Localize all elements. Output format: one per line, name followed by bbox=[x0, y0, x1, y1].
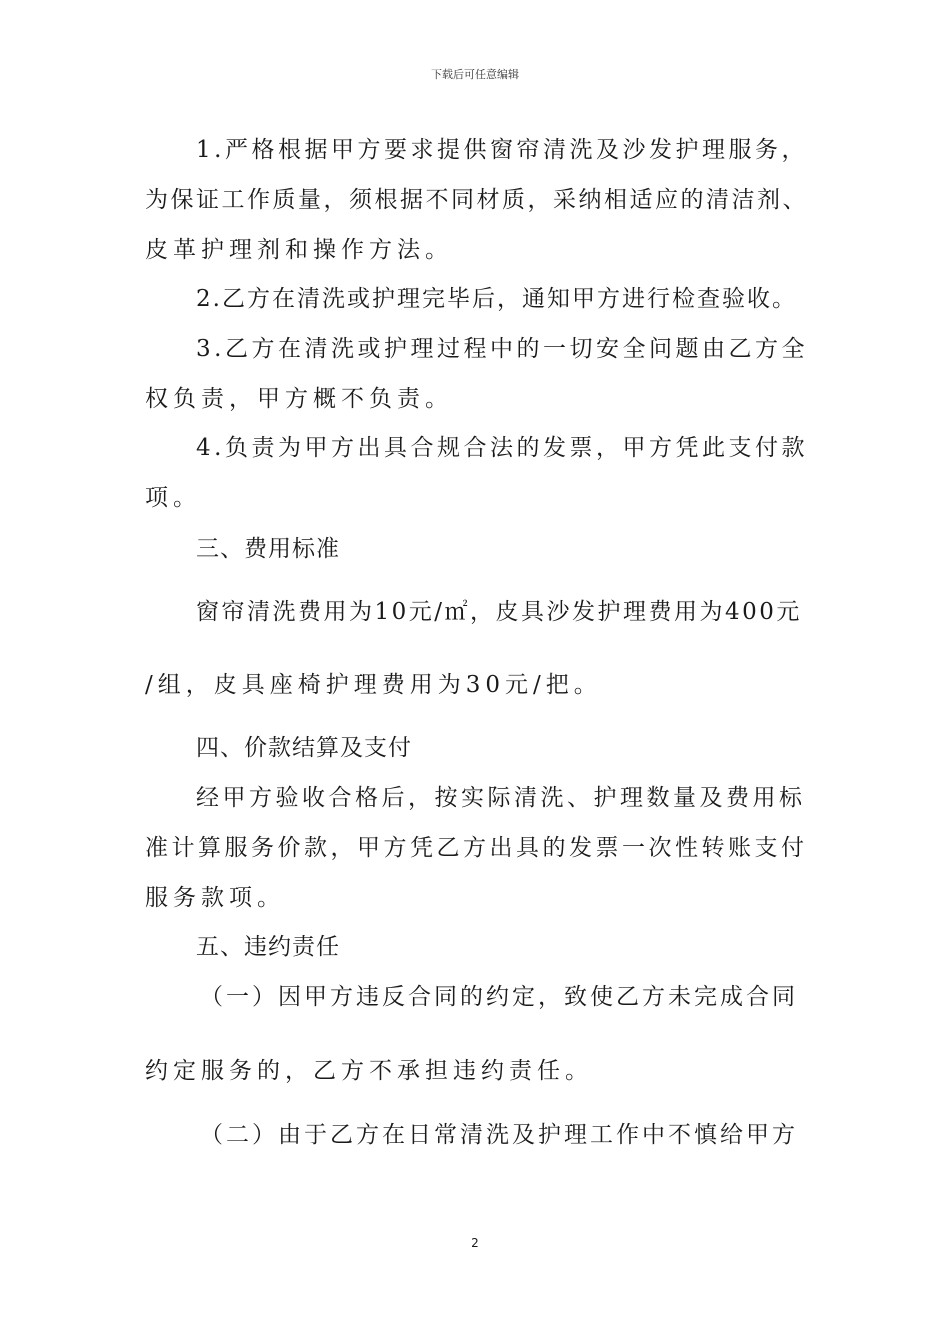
item4-line2: 项。 bbox=[145, 485, 201, 511]
item3-line1: 3.乙方在清洗或护理过程中的一切安全问题由乙方全 bbox=[196, 336, 808, 362]
section5-heading: 五、违约责任 bbox=[196, 934, 340, 960]
section4-line2: 准计算服务价款，甲方凭乙方出具的发票一次性转账支付 bbox=[145, 835, 808, 861]
section4-line3: 服务款项。 bbox=[145, 885, 285, 911]
page-number: 2 bbox=[471, 1236, 479, 1250]
section3-line2: /组，皮具座椅护理费用为30元/把。 bbox=[145, 672, 602, 698]
section5-para2-line1: （二）由于乙方在日常清洗及护理工作中不慎给甲方 bbox=[200, 1122, 798, 1148]
section4-line1: 经甲方验收合格后，按实际清洗、护理数量及费用标 bbox=[196, 785, 806, 811]
section5-para1-line1: （一）因甲方违反合同的约定，致使乙方未完成合同 bbox=[200, 984, 798, 1010]
item1-line1: 1.严格根据甲方要求提供窗帘清洗及沙发护理服务， bbox=[196, 137, 808, 163]
section5-para1-line2: 约定服务的，乙方不承担违约责任。 bbox=[145, 1058, 593, 1084]
item4-line1: 4.负责为甲方出具合规合法的发票，甲方凭此支付款 bbox=[196, 435, 808, 461]
item1-line2: 为保证工作质量，须根据不同材质，采纳相适应的清洁剂、 bbox=[145, 187, 808, 213]
item2-line1: 2.乙方在清洗或护理完毕后，通知甲方进行检查验收。 bbox=[196, 286, 797, 312]
page-header: 下载后可任意编辑 bbox=[431, 68, 519, 81]
item3-line2: 权负责，甲方概不负责。 bbox=[145, 386, 453, 412]
section3-line1: 窗帘清洗费用为10元/㎡，皮具沙发护理费用为400元 bbox=[196, 599, 802, 625]
section3-heading: 三、费用标准 bbox=[196, 536, 340, 562]
item1-line3: 皮革护理剂和操作方法。 bbox=[145, 237, 453, 263]
section4-heading: 四、价款结算及支付 bbox=[196, 735, 412, 761]
